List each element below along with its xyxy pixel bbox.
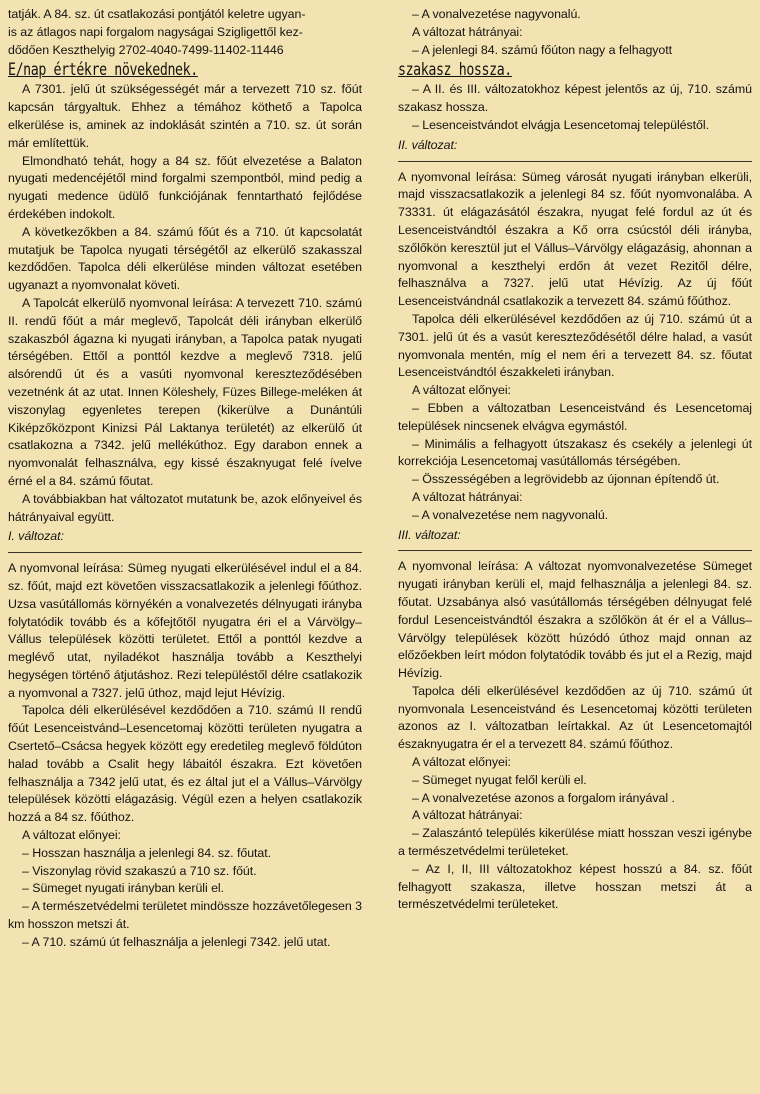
left-column <box>8 6 362 952</box>
paragraph: – A természetvédelmi területet mindössze hozzávetőlegesen 3 km hosszon metszi át. <box>8 899 362 932</box>
paragraph: A nyomvonal leírása: A változat nyomvonalvezetése Sümeget nyugati irányban kerüli el, majd felhasználja a jelenlegi 84. sz. főutat. Uzsabánya alsó vasútállomás térségében délnyugat felé fordul Lesenceistvándtól északra a szőlőkön át ér el a Vállus–Várvölgy települések között húzódó úthoz majd onnan az előzőekben leírt módon folytatódik tovább és jut el a Rezig, majd Hévízig. <box>398 559 752 681</box>
paragraph: A 7301. jelű út szükségességét már a tervezett 710 sz. főút kapcsán tárgyaltuk. Ehhez a témához köthető a Tapolca elkerülése is, aminek az indoklását szintén a 710. sz. út során már említettük. <box>8 82 362 150</box>
paragraph: – A II. és III. változatokhoz képest jelentős az új, 710. számú szakasz hossza. <box>398 82 752 115</box>
paragraph: A változat előnyei: <box>22 828 121 843</box>
paragraph: A változat hátrányai: <box>412 808 523 823</box>
paragraph: A változat hátrányai: <box>412 24 523 39</box>
paragraph: – Hosszan használja a jelenlegi 84. sz. főutat. <box>22 845 272 860</box>
paragraph: – A jelenlegi 84. számú főúton nagy a felhagyott <box>412 42 673 57</box>
variant-heading: III. változat: <box>398 527 461 542</box>
variant-heading: II. változat: <box>398 137 458 152</box>
paragraph: dődően Keszthelyig 2702-4040-7499-11402-11446 <box>8 42 284 57</box>
section-divider <box>398 161 752 162</box>
section-divider <box>8 552 362 553</box>
paragraph: A változat előnyei: <box>412 383 511 398</box>
handwritten-text: szakasz hossza. <box>398 60 512 81</box>
right-column <box>398 6 752 914</box>
paragraph: is az átlagos napi forgalom nagyságai Szigligettől kez- <box>8 24 303 39</box>
section-divider <box>398 550 752 551</box>
paragraph: A továbbiakban hat változatot mutatunk be, azok előnyeivel és hátrányaival együtt. <box>8 491 362 524</box>
paragraph: A következőkben a 84. számú főút és a 710. út kapcsolatát mutatjuk be Tapolca nyugati térségétől az elkerülő szakasszal kezdődően. Tapolca déli elkerülése minden változat esetében ugyanazt a nyomvonalat követi. <box>8 224 362 293</box>
handwritten-text: E/nap értékre növekednek. <box>8 60 198 81</box>
paragraph: – A vonalvezetése nagyvonalú. <box>412 7 581 21</box>
paragraph: A változat előnyei: <box>412 755 511 770</box>
paragraph: – Zalaszántó település kikerülése miatt hosszan veszi igénybe a természetvédelmi területeket. <box>398 826 752 859</box>
paragraph: A Tapolcát elkerülő nyomvonal leírása: A tervezett 710. számú II. rendű főút a már meglevő, Tapolcát déli irányban elkerülő szakaszból ágazna ki nyugati irányban, a Tapolca patak nyugati térségében. Ettől a ponttól kezdve a meglevő 7318. jelű alsórendű út és a vasúti nyomvonal kereszteződésében vezetnénk át az utat. Innen Köleshely, Füzes Billege-meléken át viszonylag egyenletes terepen (kikerülve a Dunántúli Kiképzőközpont Kinizsi Pál Laktanya területét) az elkerülő út csatlakozna a 7342. jelű mellékúthoz. Egy darabon ennek a nyomvonalát felhasználva, egy kissé északnyugat felé ívelve érné el a 84. számú főutat. <box>8 295 362 488</box>
paragraph: – Lesenceistvándot elvágja Lesencetomaj településtől. <box>412 117 709 132</box>
paragraph: – A vonalvezetése azonos a forgalom irányával . <box>412 790 675 805</box>
paragraph: – Ebben a változatban Lesenceistvánd és Lesencetomaj települések nincsenek elvágva egymástól. <box>398 400 752 433</box>
paragraph: Tapolca déli elkerülésével kezdődően az új 710. számú út nyomvonala Lesenceistvánd és Lesencetomaj közötti területen azonos az I. változatban leírtakkal. Az út Lesencetomajtól északnyugatra ér el a tervezett 84. számú főúthoz. <box>398 683 752 752</box>
paragraph: – Sümeget nyugat felől kerüli el. <box>412 772 587 787</box>
paragraph: Tapolca déli elkerülésével kezdődően a 710. számú II rendű főút Lesenceistvánd–Lesencetomaj közötti területen nyugatra a Csertető–Csácsa hegyek között egy eredetileg meglevő földúton halad tovább a Csalit hegy lábaitól északra. Ezt követően felhasználja a 7342 jelű utat, és ez által jut el a Vállus–Várvölgy települések közötti elágazásig. Végül ezen a helyen csatlakozik hozzá a 84 sz. főúthoz. <box>8 703 362 825</box>
paragraph: – Az I, II, III változatokhoz képest hosszú a 84. sz. főút felhagyott szakasza, illetve hosszan metszi át a természetvédelmi területeket. <box>398 861 752 912</box>
paragraph: – A 710. számú út felhasználja a jelenlegi 7342. jelű utat. <box>22 934 331 949</box>
paragraph: – Összességében a legrövidebb az újonnan építendő út. <box>412 472 720 487</box>
paragraph: A nyomvonal leírása: Sümeg nyugati elkerülésével indul el a 84. sz. főút, majd ezt követően visszacsatlakozik a jelenlegi főúthoz. Uzsa vasútállomás környékén a vonalvezetés délnyugati irányba folytatódik tovább és a kőfejtőtől nyugatra éri el a Várvölgy–Vállus települések közötti területet. Ettől a ponttól kezdve a meglévő utat, nyiladékot használja tovább a Keszthelyi hegységen történő átjutáshoz. Rezi településtől délre csatlakozik a nyomvonal a 7327. jelű úthoz, majd lejut Hévízig. <box>8 561 362 700</box>
paragraph: – A vonalvezetése nem nagyvonalú. <box>412 507 609 522</box>
paragraph: Tapolca déli elkerülésével kezdődően az új 710. számú út a 7301. jelű út és a vasút kereszteződésétől délre halad, a vasút nyomvonala mentén, míg el nem éri a tervezett 84. sz. főutat Lesenceistvándtól északkeleti irányban. <box>398 311 752 380</box>
variant-heading: I. változat: <box>8 529 64 544</box>
paragraph: – Minimális a felhagyott útszakasz és csekély a jelenlegi út korrekciója Lesencetomaj vasútállomás térségében. <box>398 436 752 469</box>
paragraph: tatják. A 84. sz. út csatlakozási pontjától keletre ugyan- <box>8 7 306 21</box>
paragraph: A változat hátrányai: <box>412 489 523 504</box>
paragraph: A nyomvonal leírása: Sümeg városát nyugati irányban elkerüli, majd visszacsatlakozik a jelenlegi 84 sz. főút nyomvonalába. A 73331. út elágazásától északra, nyugat felé fordul az út és Lesenceistvándtól északra a Kő orra csúcstól déli irányba, szőlőkön keresztül jut el Vállus–Várvölgy elágazásig, ahonnan a nyomvonal a keszthelyi erdőn át vezet Rezitől délre, felhasználva a 7327. jelű utat Hévízig. Az új főút Lesenceistvándnál csatlakozik a tervezett 84. számú főúthoz. <box>398 169 752 309</box>
paragraph: – Viszonylag rövid szakaszú a 710 sz. főút. <box>22 863 257 878</box>
paragraph: – Sümeget nyugati irányban kerüli el. <box>22 881 225 896</box>
paragraph: Elmondható tehát, hogy a 84 sz. főút elvezetése a Balaton nyugati medencéjétől mind forgalmi szempontból, mind pedig a nyugati medence üdülő funkciójának fenntartható fejlődése érdekében indokolt. <box>8 153 362 221</box>
